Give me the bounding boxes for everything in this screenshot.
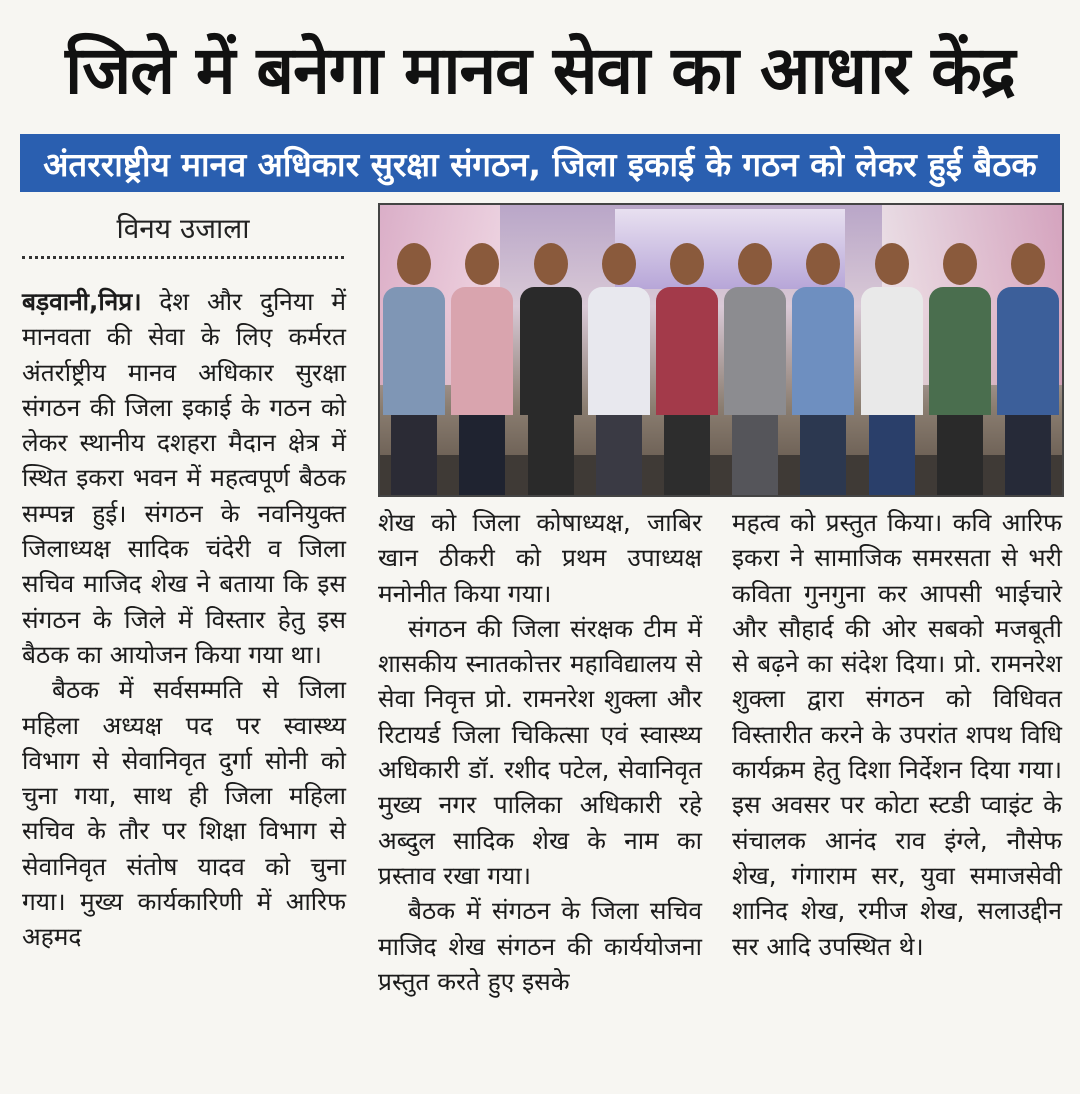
person-figure	[517, 243, 585, 495]
person-legs	[391, 415, 437, 495]
article-column-3	[732, 505, 1062, 964]
person-shirt	[383, 287, 445, 415]
subheadline: अंतरराष्ट्रीय मानव अधिकार सुरक्षा संगठन, जिला इकाई के गठन को लेकर हुई बैठक	[43, 144, 1037, 184]
person-shirt	[997, 287, 1059, 415]
person-legs	[800, 415, 846, 495]
person-head	[738, 243, 772, 285]
person-figure	[653, 243, 721, 495]
person-figure	[926, 243, 994, 495]
person-shirt	[588, 287, 650, 415]
person-shirt	[520, 287, 582, 415]
person-head	[670, 243, 704, 285]
article-column-1	[22, 284, 346, 955]
person-legs	[664, 415, 710, 495]
person-legs	[937, 415, 983, 495]
person-shirt	[451, 287, 513, 415]
person-head	[397, 243, 431, 285]
subheadline-bar	[20, 134, 1060, 192]
person-head	[943, 243, 977, 285]
person-head	[465, 243, 499, 285]
person-legs	[1005, 415, 1051, 495]
person-figure	[585, 243, 653, 495]
paragraph	[22, 284, 346, 672]
person-head	[602, 243, 636, 285]
byline: विनय उजाला	[22, 210, 344, 259]
person-head	[534, 243, 568, 285]
person-shirt	[861, 287, 923, 415]
headline: जिले में बनेगा मानव सेवा का आधार केंद्र	[65, 32, 1015, 109]
person-legs	[869, 415, 915, 495]
person-figure	[380, 243, 448, 495]
person-figure	[721, 243, 789, 495]
person-shirt	[929, 287, 991, 415]
person-head	[875, 243, 909, 285]
person-figure	[994, 243, 1062, 495]
person-legs	[732, 415, 778, 495]
person-legs	[528, 415, 574, 495]
paragraph: शेख को जिला कोषाध्यक्ष, जाबिर खान ठीकरी को प्रथम उपाध्यक्ष मनोनीत किया गया।	[378, 508, 702, 608]
person-legs	[459, 415, 505, 495]
next-article-fragment	[150, 1078, 230, 1094]
paragraph: संगठन की जिला संरक्षक टीम में शासकीय स्नातकोत्तर महाविद्यालय से सेवा निवृत्त प्रो. रामनरेश शुक्ला और रिटायर्ड जिला चिकित्सा एवं स्वास्थ्य अधिकारी डॉ. रशीद पटेल, सेवानिवृत मुख्य नगर पालिका अधिकारी रहे अब्दुल सादिक शेख के नाम का प्रस्ताव रखा गया।	[378, 613, 702, 890]
person-shirt	[656, 287, 718, 415]
person-shirt	[792, 287, 854, 415]
person-figure	[789, 243, 857, 495]
paragraph: बैठक में सर्वसम्मति से जिला महिला अध्यक्ष पद पर स्वास्थ्य विभाग से सेवानिवृत दुर्गा सोनी को चुना गया, साथ ही जिला महिला सचिव के तौर पर शिक्षा विभाग से सेवानिवृत संतोष यादव को चुना गया। मुख्य कार्यकारिणी में आरिफ अहमद	[22, 675, 346, 952]
news-photo	[378, 203, 1064, 497]
person-head	[806, 243, 840, 285]
person-shirt	[724, 287, 786, 415]
person-figure	[858, 243, 926, 495]
article-column-2	[378, 505, 702, 999]
person-figure	[448, 243, 516, 495]
person-head	[1011, 243, 1045, 285]
dateline: बड़वानी,निप्र।	[22, 287, 142, 316]
paragraph: बैठक में संगठन के जिला सचिव माजिद शेख संगठन की कार्ययोजना प्रस्तुत करते हुए इसके	[378, 896, 702, 996]
paragraph: महत्व को प्रस्तुत किया। कवि आरिफ इकरा ने सामाजिक समरसता से भरी कविता गुनगुना कर आपसी भाईचारे और सौहार्द की ओर सबको मजबूती से बढ़ने का संदेश दिया। प्रो. रामनरेश शुक्ला द्वारा संगठन को विधिवत विस्तारीत करने के उपरांत शपथ विधि कार्यक्रम हेतु दिशा निर्देशन दिया गया। इस अवसर पर कोटा स्टडी प्वाइंट के संचालक आनंद राव इंग्ले, नौसेफ शेख, गंगाराम सर, युवा समाजसेवी शानिद शेख, रमीज शेख, सलाउद्दीन सर आदि उपस्थित थे।	[732, 508, 1062, 961]
person-legs	[596, 415, 642, 495]
paragraph-text: देश और दुनिया में मानवता की सेवा के लिए कर्मरत अंतर्राष्ट्रीय मानव अधिकार सुरक्षा संगठन की जिला इकाई के गठन को लेकर स्थानीय दशहरा मैदान क्षेत्र में स्थित इकरा भवन में महत्वपूर्ण बैठक सम्पन्न हुई। संगठन के नवनियुक्त जिलाध्यक्ष सादिक चंदेरी व जिला सचिव माजिद शेख ने बताया कि इस संगठन के जिले में विस्तार हेतु इस बैठक का आयोजन किया गया था।	[22, 287, 346, 669]
